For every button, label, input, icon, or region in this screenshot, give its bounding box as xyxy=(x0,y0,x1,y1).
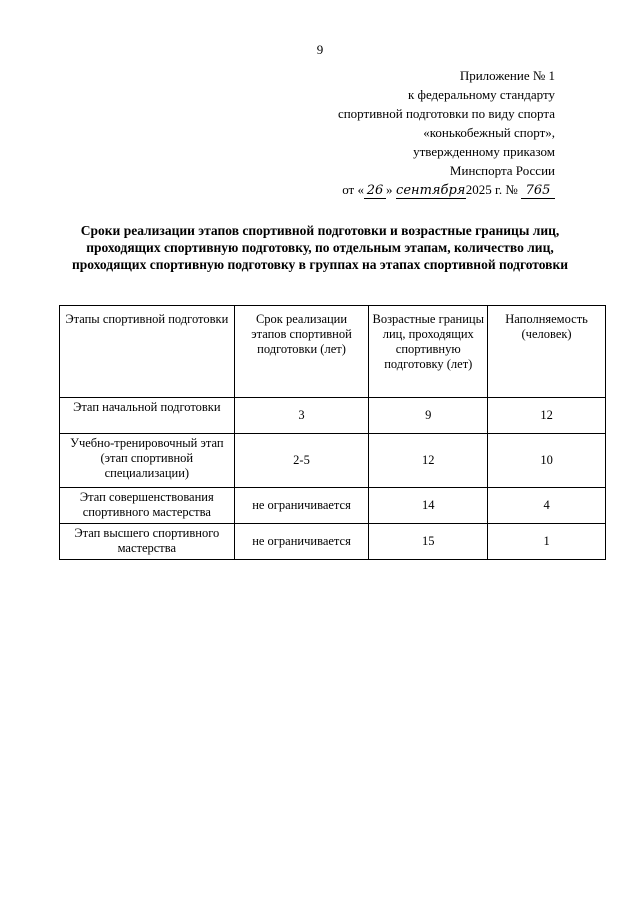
header-stages: Этапы спортивной подготовки xyxy=(60,306,235,398)
date-mid: » xyxy=(385,182,393,197)
size-cell: 1 xyxy=(488,524,606,560)
age-cell: 14 xyxy=(369,488,488,524)
header-size: Наполняемость (человек) xyxy=(488,306,606,398)
age-cell: 9 xyxy=(369,398,488,434)
term-cell: 2-5 xyxy=(234,434,369,488)
stages-table xyxy=(59,305,606,560)
stage-cell: Этап начальной подготовки xyxy=(60,398,235,434)
appendix-line: Приложение № 1 xyxy=(459,68,555,83)
table-header-row xyxy=(60,306,606,398)
size-cell: 12 xyxy=(488,398,606,434)
appendix-line: «конькобежный спорт», xyxy=(423,125,555,140)
order-number: 765 xyxy=(521,184,555,199)
term-cell: не ограничивается xyxy=(234,488,369,524)
table-row xyxy=(60,488,606,524)
term-cell: 3 xyxy=(234,398,369,434)
size-cell: 4 xyxy=(488,488,606,524)
header-age: Возрастные границы лиц, проходящих спортивную подготовку (лет) xyxy=(369,306,488,398)
table-row xyxy=(60,524,606,560)
date-month: сентября xyxy=(396,183,466,198)
term-cell: не ограничивается xyxy=(234,524,369,560)
stage-cell: Этап высшего спортивного мастерства xyxy=(60,524,235,560)
size-cell: 10 xyxy=(488,434,606,488)
date-day: 26 xyxy=(364,184,386,199)
appendix-line: утвержденному приказом xyxy=(413,144,555,159)
table-row xyxy=(60,434,606,488)
date-year: 2025 г. № xyxy=(465,182,518,197)
table-row xyxy=(60,398,606,434)
age-cell: 15 xyxy=(369,524,488,560)
stage-cell: Учебно-тренировочный этап (этап спортивной специализации) xyxy=(60,434,235,488)
table-title: Сроки реализации этапов спортивной подготовки и возрастные границы лиц, проходящих спортивную подготовку, по отдельным этапам, количество лиц, проходящих спортивную подготовку в группах на этапах спортивной подготовки xyxy=(71,223,569,272)
age-cell: 12 xyxy=(369,434,488,488)
date-prefix: от « xyxy=(342,182,364,197)
stage-cell: Этап совершенствования спортивного мастерства xyxy=(60,488,235,524)
appendix-line: спортивной подготовки по виду спорта xyxy=(337,106,555,121)
order-date-line xyxy=(295,180,555,199)
header-term: Срок реализации этапов спортивной подготовки (лет) xyxy=(234,306,369,398)
appendix-line: Минспорта России xyxy=(449,163,555,178)
appendix-header xyxy=(295,66,555,199)
appendix-line: к федеральному стандарту xyxy=(407,87,555,102)
page-number: 9 xyxy=(316,42,324,57)
